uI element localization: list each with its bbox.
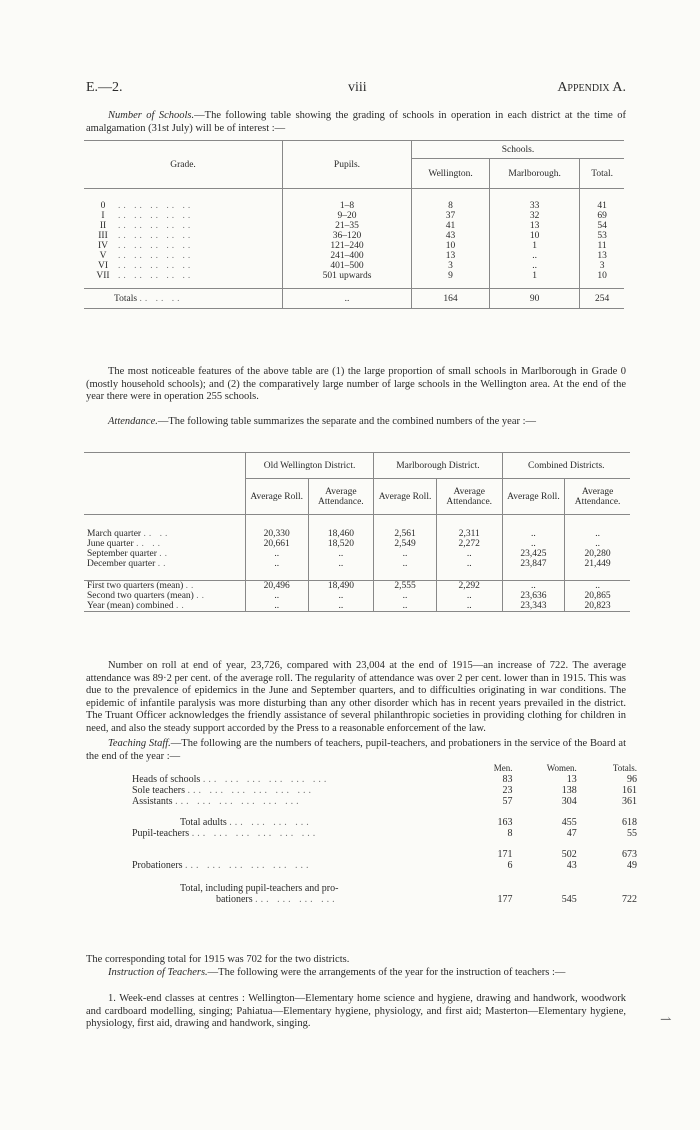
table-row: 0 .. .. .. .. .. 1–8 8 33 41 [84,201,624,211]
intro-text: —The following table showing the grading of schools in operation in each district at the time of amalgamation (31st July) will be of interest :— [86,110,626,134]
intro-paragraph [86,110,626,135]
col-grade: Grade. [84,141,283,189]
col-marlborough: Marlborough. [490,159,580,189]
table-row: Pupil-teachers ... ... ... ... ... ... 8 47 55 [132,828,637,839]
staff-intro: Teaching Staff.—The following are the numbers of teachers, pupil-teachers, and probationers in the service of the Board at the end of the year :— [86,738,626,762]
table-row: Year (mean) combined .. .. .. .. .. 23,343 20,823 [84,601,630,612]
attendance-intro: Attendance.—The following table summarizes the separate and the combined numbers of the year :— [108,416,537,427]
schools-table [84,140,624,309]
table-row: Assistants ... ... ... ... ... ... 57 304 361 [132,796,637,807]
attendance-table: Old Wellington District. Marlborough District. Combined Districts. Average Roll. Average Attendance. Average Roll. Average Attendance. Average Roll. Average Attendance. March quarter .. .. 20,330 18,460 2,561 2,311 .. .. June quarter .. .. 20,661 18,520 2,549 2,272 .. .. September quarter .. .. .. .. .. 23,425 20,280 December quarter .. .. .. .. .. 23,847 21,449 First two quarters (mean) .. 20,496 18,490 2,555 2,292 .. .. Second two quarters (mean) .. .. .. .. .. 23,636 20,865 Year (mean) combined .. .. .. .. .. 23,343 20,823 [84,452,630,612]
corresponding-paragraph: The corresponding total for 1915 was 702 for the two districts. [86,954,350,965]
header-left: E.—2. [86,80,123,95]
table-row: September quarter .. .. .. .. .. 23,425 20,280 [84,549,630,559]
group-combined: Combined Districts. [502,453,630,479]
header-right: Appendix A. [557,80,626,95]
features-paragraph: The most noticeable features of the above table are (1) the large proportion of small schools in Marlborough in Grade 0 (mostly household schools); and (2) the comparatively large number of large schools in the Wellington area. At the end of the year there were in operation 255 schools. [86,366,626,402]
table-row: V .. .. .. .. .. 241–400 13 .. 13 [84,251,624,261]
intro-heading: Number of Schools. [108,110,195,121]
group-old-wellington: Old Wellington District. [245,453,373,479]
staff-table: Men. Women. Totals. Heads of schools ... ... ... ... ... ... 83 13 96 Sole teachers ... ... ... ... ... ... 23 138 161 Assistants ... ... ... ... ... ... 57 304 361 Total adults ... ... ... ... 163 455 618 Pupil-teachers ... ... ... ... ... ... 8 47 55 171 502 673 Probationers ... ... ... ... ... ... 6 43 49 Total, including pupil-teachers and pro- bationers ... ... ... ... 177 545 722 [120,762,640,905]
page-header [86,80,626,100]
totals-row: Totals .. .. .. .. 164 90 254 [84,289,624,309]
table-row: March quarter .. .. 20,330 18,460 2,561 2,311 .. .. [84,529,630,539]
table-row: Total adults ... ... ... ... 163 455 618 [180,817,637,828]
table-row: bationers ... ... ... ... 177 545 722 [216,894,637,905]
table-row: Sole teachers ... ... ... ... ... ... 23 138 161 [132,785,637,796]
table-row: II .. .. .. .. .. 21–35 41 13 54 [84,221,624,231]
table-row: I .. .. .. .. .. 9–20 37 32 69 [84,211,624,221]
table-row: VII .. .. .. .. .. 501 upwards 9 1 10 [84,271,624,281]
table-row: June quarter .. .. 20,661 18,520 2,549 2,272 .. .. [84,539,630,549]
table-row: Total, including pupil-teachers and pro- [180,883,339,894]
col-pupils: Pupils. [283,141,412,189]
table-row: Heads of schools ... ... ... ... ... ... 83 13 96 [132,774,637,785]
margin-mark: ⇀ [660,1013,672,1028]
table-row: 171 502 673 [497,849,637,860]
header-page-number: viii [348,80,367,95]
table-row: Second two quarters (mean) .. .. .. .. .. 23,636 20,865 [84,591,630,601]
col-schools: Schools. [412,141,625,159]
table-row: IV .. .. .. .. .. 121–240 10 1 11 [84,241,624,251]
table-row: III .. .. .. .. .. 36–120 43 10 53 [84,231,624,241]
col-total: Total. [580,159,624,189]
instruction-intro: Instruction of Teachers.—The following were the arrangements of the year for the instruction of teachers :— [108,967,566,978]
table-row: VI .. .. .. .. .. 401–500 3 .. 3 [84,261,624,271]
group-marlborough: Marlborough District. [374,453,502,479]
table-row: Probationers ... ... ... ... ... ... 6 43 49 [132,860,637,871]
col-wellington: Wellington. [412,159,490,189]
weekend-classes-paragraph: 1. Week-end classes at centres : Wellington—Elementary home science and hygiene, drawing and handwork, woodwork and cardboard modelling, singing; Pahiatua—Elementary hygiene, physiology, and first aid; Masterton—Elementary hygiene, physiology, first aid, drawing and handwork, singing. [86,993,626,1029]
roll-paragraph: Number on roll at end of year, 23,726, compared with 23,004 at the end of 1915—an increase of 722. The average attendance was 89·2 per cent. of the average roll. The regularity of attendance was over 2 per cent. lower than in 1915. This was due to the prevalence of epidemics in the June and September quarters, and to difficulties originating in war conditions. The epidemic of infantile paralysis was more disturbing than any other disorder which has in recent years prevailed in the district. The Truant Officer acknowledges the friendly assistance of several philanthropic societies in providing clothing for children in need, and also the steady support accorded by the Press to a reasonable enforcement of the law. [86,660,626,734]
table-row: First two quarters (mean) .. 20,496 18,490 2,555 2,292 .. .. [84,581,630,592]
table-row: December quarter .. .. .. .. .. 23,847 21,449 [84,559,630,569]
